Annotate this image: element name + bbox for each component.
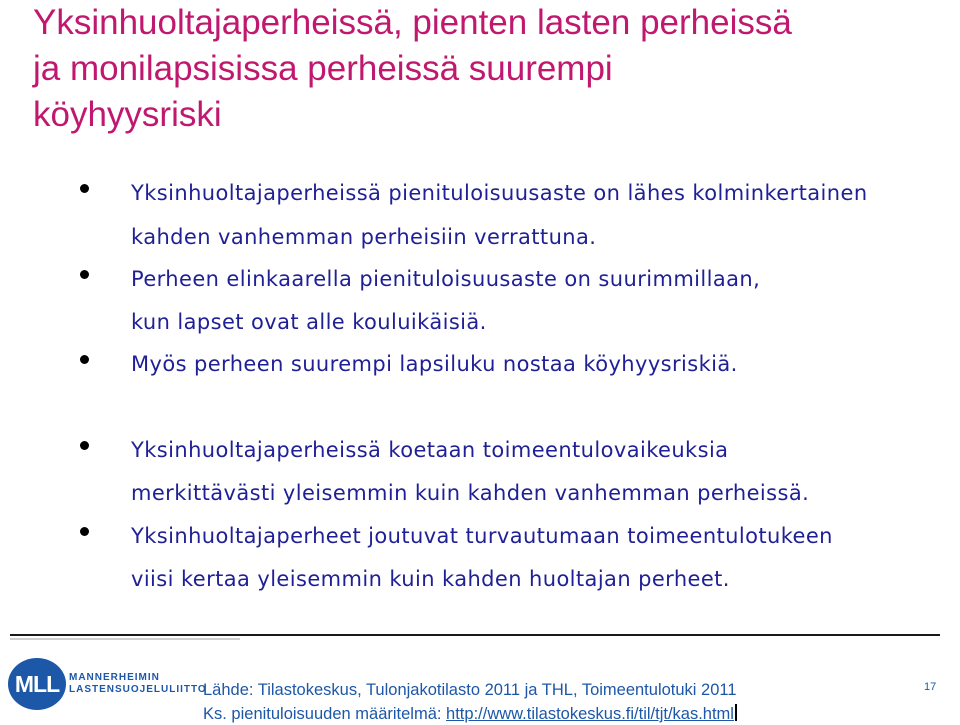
- bullet-dot: [80, 441, 89, 450]
- bullet-text-line: Yksinhuoltajaperheissä pienituloisuusaste on lähes kolminkertainen: [131, 181, 868, 205]
- bullet-text-line: viisi kertaa yleisemmin kuin kahden huoltajan perheet.: [131, 567, 730, 591]
- footer-divider: [10, 634, 940, 636]
- footer-divider-shadow: [10, 638, 240, 640]
- bullet-text-line: Perheen elinkaarella pienituloisuusaste on suurimmillaan,: [131, 267, 761, 291]
- logo-emblem: MLL: [8, 658, 66, 710]
- bullet-text-line: kahden vanhemman perheisiin verrattuna.: [131, 225, 597, 249]
- bullet-dot: [80, 355, 89, 364]
- definition-prefix: Ks. pienituloisuuden määritelmä:: [203, 705, 447, 723]
- bullet-dot: [80, 270, 89, 279]
- bullet-text-line: merkittävästi yleisemmin kuin kahden vanhemman perheissä.: [131, 481, 810, 505]
- definition-link[interactable]: http://www.tilastokeskus.fi/til/tjt/kas.html: [446, 705, 734, 723]
- definition-note: [203, 704, 737, 724]
- mll-logo: [8, 658, 208, 710]
- bullet-dot: [80, 527, 89, 536]
- bullet-dot: [80, 184, 89, 193]
- text-cursor: [735, 704, 737, 721]
- slide-title-line: köyhyysriski: [33, 95, 222, 134]
- bullet-text-line: Myös perheen suurempi lapsiluku nostaa köyhyysriskiä.: [131, 352, 738, 376]
- bullet-text-line: Yksinhuoltajaperheissä koetaan toimeentulovaikeuksia: [131, 438, 729, 462]
- logo-line: MANNERHEIMIN: [69, 672, 160, 683]
- slide-title-line: Yksinhuoltajaperheissä, pienten lasten perheissä: [33, 3, 792, 42]
- slide-title-line: ja monilapsisissa perheissä suurempi: [33, 49, 613, 88]
- bullet-text-line: kun lapset ovat alle kouluikäisiä.: [131, 310, 487, 334]
- source-citation: Lähde: Tilastokeskus, Tulonjakotilasto 2011 ja THL, Toimeentulotuki 2011: [203, 681, 737, 699]
- logo-wordmark: [69, 672, 207, 696]
- slide-title: [33, 0, 953, 138]
- page-number: 17: [924, 681, 937, 693]
- logo-line: LASTENSUOJELULIITTO: [69, 684, 207, 695]
- bullet-text-line: Yksinhuoltajaperheet joutuvat turvautumaan toimeentulotukeen: [131, 524, 833, 548]
